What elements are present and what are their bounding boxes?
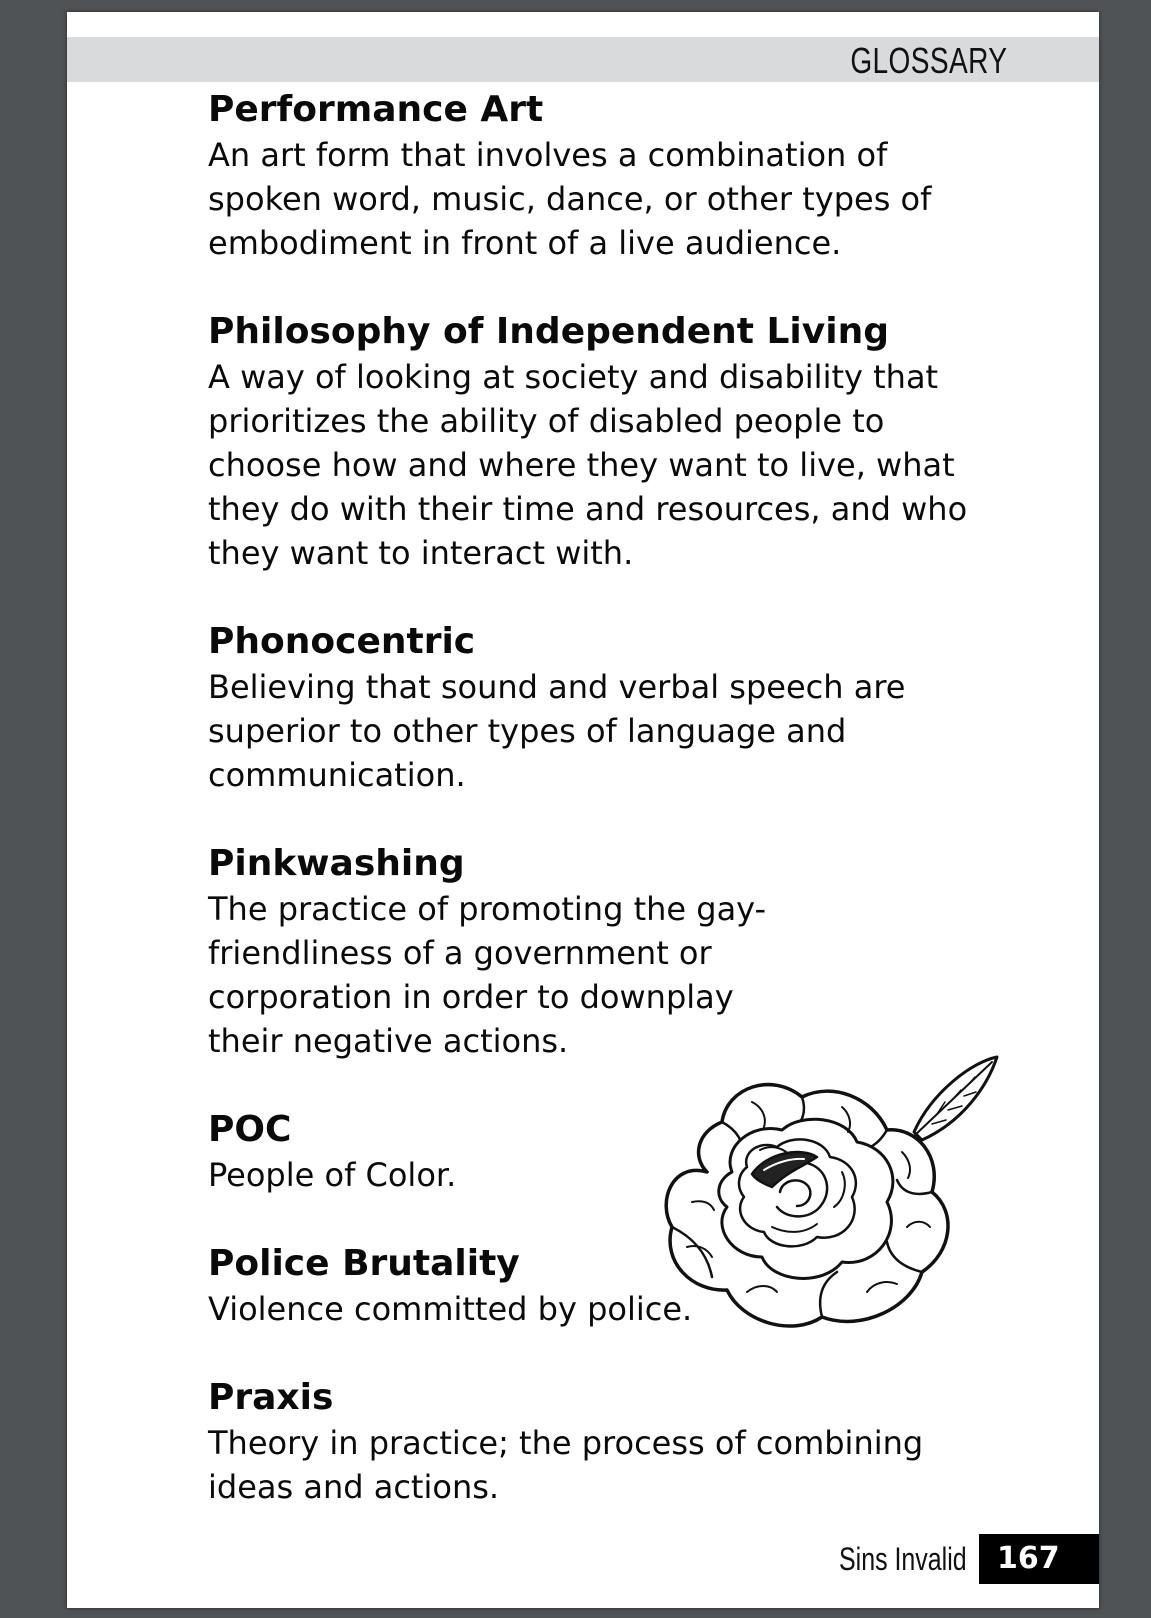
section-title: GLOSSARY bbox=[849, 40, 1007, 81]
page-header bbox=[67, 37, 1099, 82]
glossary-term: Praxis bbox=[208, 1377, 334, 1418]
glossary-definition: Theory in practice; the process of combining ideas and actions. bbox=[208, 1424, 924, 1506]
glossary-entry bbox=[208, 1375, 1088, 1509]
book-title: Sins Invalid bbox=[839, 1541, 967, 1577]
glossary-term: Philosophy of Independent Living bbox=[208, 311, 889, 352]
glossary-entry bbox=[208, 87, 1088, 265]
glossary-term: Phonocentric bbox=[208, 621, 476, 662]
glossary-entry bbox=[208, 309, 1088, 575]
rose-illustration-icon bbox=[652, 1052, 1002, 1342]
glossary-definition: Believing that sound and verbal speech are superior to other types of language and communication. bbox=[208, 668, 906, 794]
document-page bbox=[67, 12, 1099, 1608]
glossary-term: POC bbox=[208, 1109, 292, 1150]
glossary-definition: The practice of promoting the gay- friendliness of a government or corporation in order to downplay their negative actions. bbox=[208, 890, 767, 1060]
glossary-term: Police Brutality bbox=[208, 1243, 520, 1284]
glossary-entry bbox=[208, 841, 1088, 1063]
glossary-term: Pinkwashing bbox=[208, 843, 465, 884]
glossary-definition: People of Color. bbox=[208, 1156, 457, 1194]
glossary-definition: An art form that involves a combination of spoken word, music, dance, or other types of embodiment in front of a live audience. bbox=[208, 136, 932, 262]
glossary-entry bbox=[208, 619, 1088, 797]
glossary-definition: A way of looking at society and disability that prioritizes the ability of disabled people to choose how and where they want to live, what they do with their time and resources, and who they want to interact with. bbox=[208, 358, 968, 572]
page-footer bbox=[803, 1534, 1099, 1584]
page-number: 167 bbox=[979, 1534, 1099, 1584]
glossary-definition: Violence committed by police. bbox=[208, 1290, 693, 1328]
glossary-term: Performance Art bbox=[208, 89, 544, 130]
